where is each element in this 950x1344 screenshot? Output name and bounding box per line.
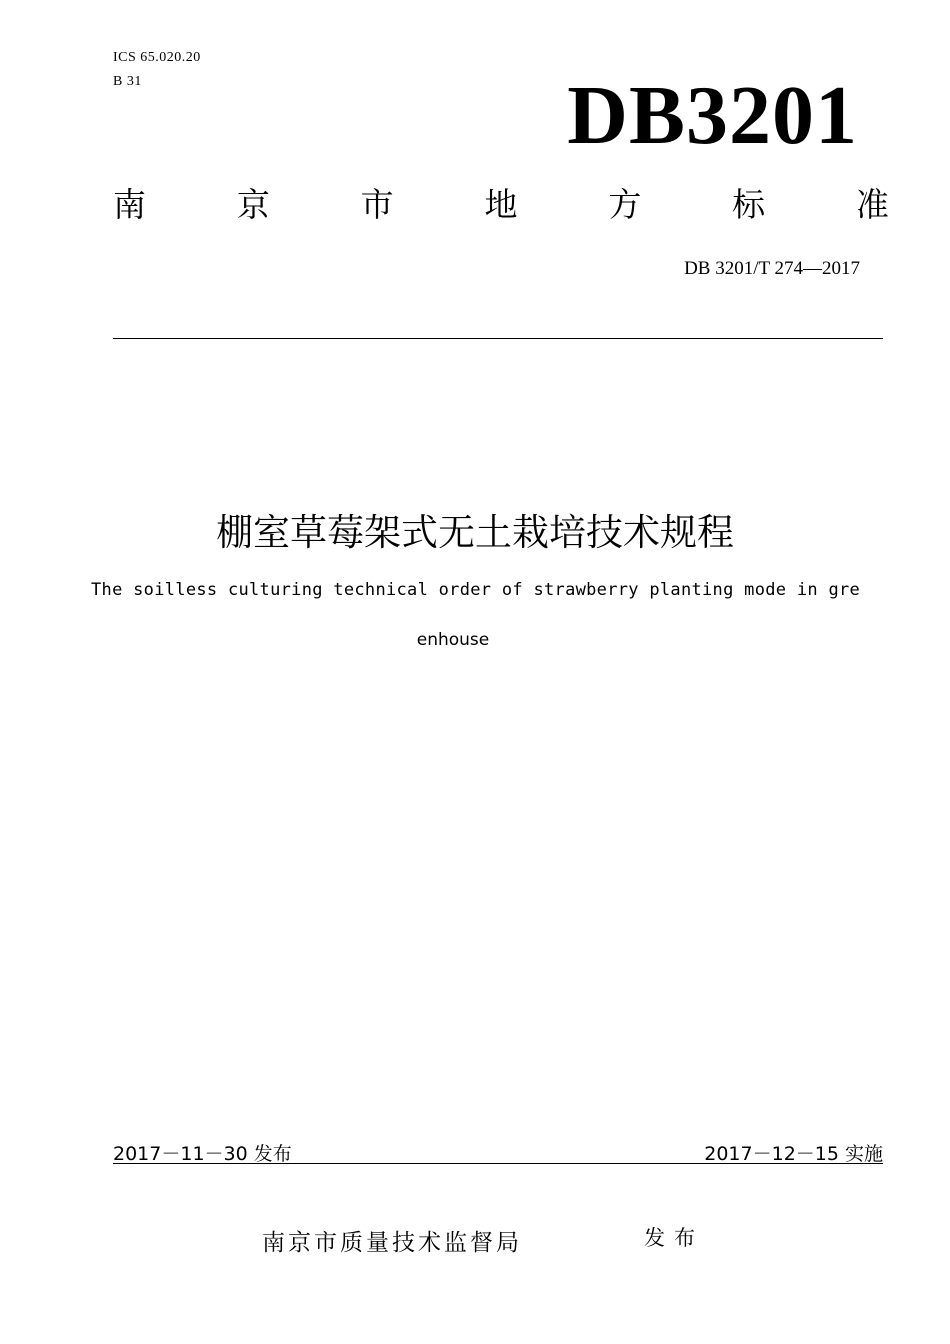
- standard-type-char: 准: [855, 185, 889, 224]
- standard-type-char: 京: [236, 185, 270, 224]
- document-title-english-line2: enhouse: [416, 630, 490, 650]
- standard-code-heading: DB3201: [567, 69, 858, 162]
- standard-number: DB 3201/T 274—2017: [684, 258, 860, 279]
- issuing-authority: 南京市质量技术监督局: [262, 1230, 522, 1256]
- document-title-chinese: 棚室草莓架式无土栽培技术规程: [216, 511, 734, 554]
- bottom-divider: [113, 1163, 883, 1164]
- implementation-date: 2017－12－15 实施: [704, 1143, 883, 1165]
- standard-type-char: 地: [484, 185, 518, 224]
- classification-code: B 31: [113, 74, 142, 89]
- document-title-english-line1: The soilless culturing technical order of strawberry planting mode in gre: [91, 580, 861, 600]
- ics-code: ICS 65.020.20: [113, 50, 201, 65]
- standard-type-heading: [113, 185, 889, 224]
- top-divider: [113, 338, 883, 339]
- standard-type-char: 南: [113, 185, 146, 224]
- standard-type-char: 方: [608, 185, 642, 224]
- issue-label: 发布: [644, 1226, 704, 1250]
- standard-type-char: 市: [360, 185, 394, 224]
- issue-date: 2017－11－30 发布: [113, 1143, 292, 1165]
- standard-type-char: 标: [732, 185, 766, 224]
